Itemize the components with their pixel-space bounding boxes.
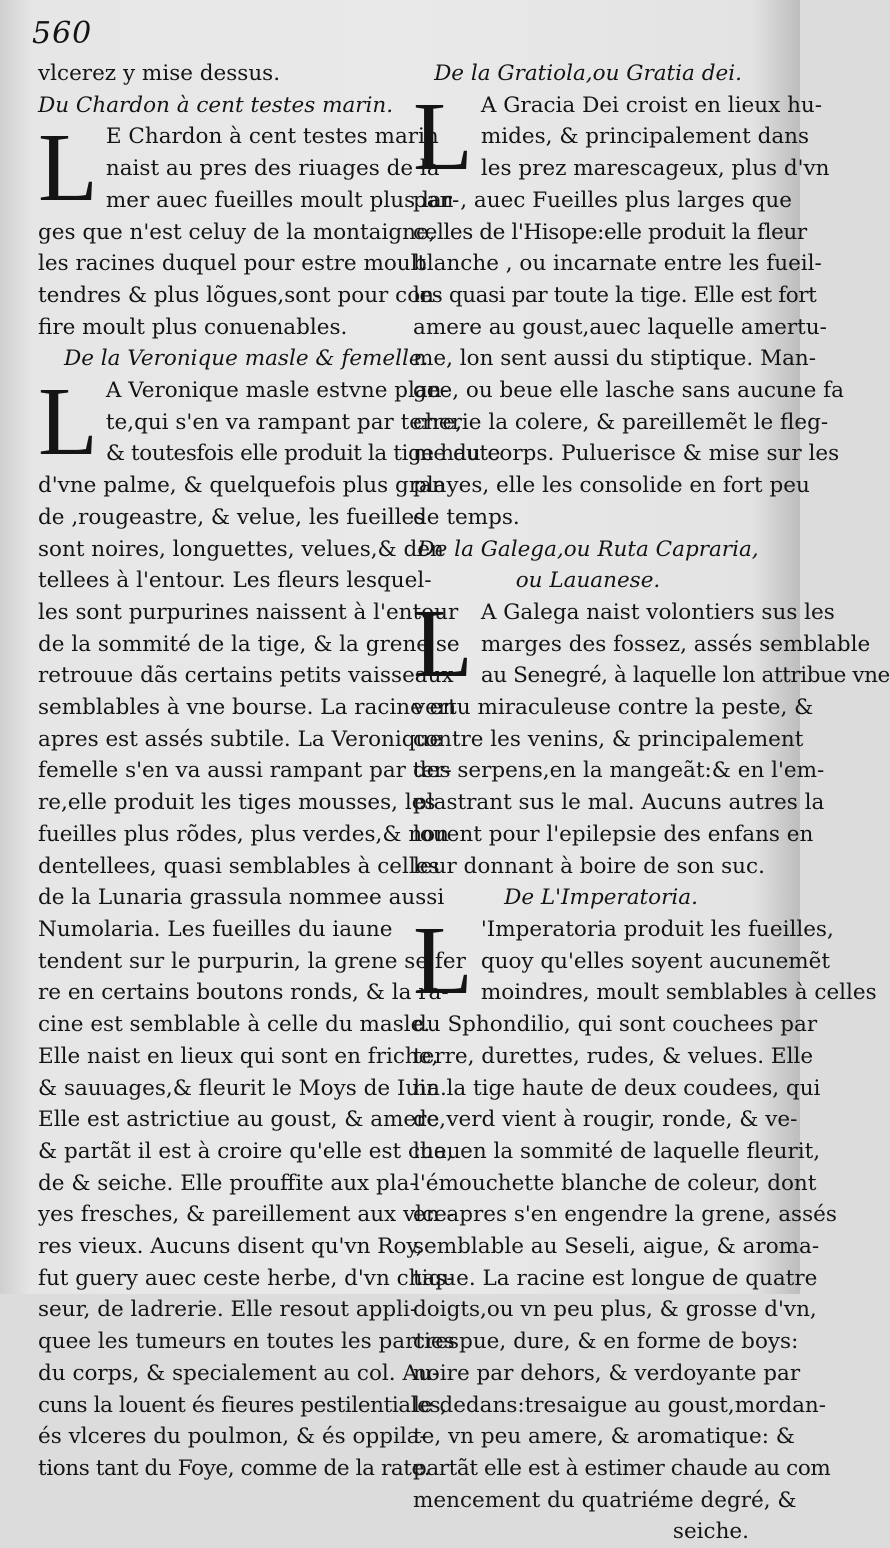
text-line: le dedans:tresaigue au goust,mordan- xyxy=(413,1392,827,1418)
text-line: de ,rougeastre, & velue, les fueilles xyxy=(38,504,426,530)
text-line: seur, de ladrerie. Elle resout appli- xyxy=(38,1297,418,1323)
text-line: me, lon sent aussi du stiptique. Man- xyxy=(413,346,817,372)
text-line: fueilles plus rõdes, plus verdes,& non xyxy=(38,821,449,847)
text-line: & toutesfois elle produit la tige haute xyxy=(105,441,500,467)
text-line: cherie la colere, & pareillemẽt le fleg- xyxy=(413,409,829,435)
text-line: moindres, moult semblables à celles xyxy=(480,980,877,1006)
text-line: tique. La racine est longue de quatre xyxy=(413,1265,818,1291)
text-line: mides, & principalement dans xyxy=(480,124,810,150)
text-line: blanche , ou incarnate entre les fueil- xyxy=(413,251,822,277)
text-line: de & seiche. Elle prouffite aux pla- xyxy=(38,1170,417,1196)
text-line: au Senegré, à laquelle lon attribue vne xyxy=(480,663,890,689)
text-line: me du corps. Pulueriscе & mise sur les xyxy=(413,441,840,467)
text-line: de temps. xyxy=(413,504,520,530)
text-line: tendres & plus lõgues,sont pour con- xyxy=(38,282,442,308)
section-heading-chardon: Du Chardon à cent testes marin. xyxy=(38,92,394,118)
text-line: contre les venins, & principalement xyxy=(413,726,804,752)
text-line: Numolaria. Les fueilles du iaune xyxy=(38,916,393,942)
drop-cap: L xyxy=(413,82,473,191)
text-line: te, vn peu amere, & aromatique: & xyxy=(413,1424,795,1450)
text-line: doigts,ou vn peu plus, & grosse d'vn, xyxy=(413,1297,817,1323)
text-line: du Sphondilio, qui sont couchees par xyxy=(413,1012,818,1038)
text-line: gee, ou beue elle lasche sans aucune fa xyxy=(413,378,844,404)
text-line: cine est semblable à celle du masle. xyxy=(38,1012,431,1038)
text-line: pan , auec Fueilles plus larges que xyxy=(413,187,792,213)
page-number: 560 xyxy=(32,16,93,51)
text-line: yes fresches, & pareillement aux vlce- xyxy=(38,1202,455,1228)
paragraph-chardon xyxy=(38,114,460,343)
text-line: plastrant sus le mal. Aucuns autres la xyxy=(413,790,825,816)
paragraph-imperatoria xyxy=(413,906,877,1548)
section-heading-galega: De la Galega,ou Ruta Capraria, xyxy=(417,536,759,562)
text-line: ha la tige haute de deux coudees, qui xyxy=(413,1075,821,1101)
text-line: & sauuages,& fleurit le Moys de Iuin. xyxy=(38,1075,447,1101)
text-line: mencement du quatriéme degré, & xyxy=(413,1487,797,1513)
text-line: noire par dehors, & verdoyante par xyxy=(413,1360,801,1386)
text-line: l'émouchette blanche de coleur, dont xyxy=(413,1170,817,1196)
text-line: tendent sur le purpurin, la grene se fer xyxy=(38,948,466,974)
text-line: de la Lunaria grassula nommee aussi xyxy=(38,885,445,911)
text-line: tions tant du Foye, comme de la rate. xyxy=(38,1455,431,1481)
text-line: E Chardon à cent testes marin xyxy=(105,124,439,150)
text-line: Elle naist en lieux qui sont en friche, xyxy=(38,1043,439,1069)
opening-line: vlcerez y mise dessus. xyxy=(38,61,281,86)
text-line: semblable au Seseli, aigue, & aroma- xyxy=(413,1234,820,1260)
paragraph-galega xyxy=(413,589,890,882)
text-line: d'vne palme, & quelquefois plus gran xyxy=(38,473,446,499)
text-line: femelle s'en va aussi rampant par ter- xyxy=(38,758,452,784)
section-heading-galega-cont: ou Lauanese. xyxy=(515,568,661,594)
text-line: fut guery auec ceste herbe, d'vn chas- xyxy=(38,1265,454,1291)
text-line: mer auec fueilles moult plus lar- xyxy=(105,187,460,213)
text-line: retrouue dãs certains petits vaisseaux xyxy=(38,663,454,689)
text-line: A Veronique masle estvne plan- xyxy=(105,378,449,404)
text-line: les sont purpurines naissent à l'entour xyxy=(38,599,459,625)
text-line: re,elle produit les tiges mousses, les xyxy=(38,790,436,816)
text-line: quee les tumeurs en toutes les parties xyxy=(38,1329,455,1355)
text-line: les quasi par toute la tige. Elle est fort xyxy=(413,282,817,308)
text-line: des serpens,en la mangeãt:& en l'em- xyxy=(413,758,825,784)
text-line: de verd vient à rougir, ronde, & ve- xyxy=(413,1107,798,1133)
text-line: du corps, & specialement au col. Au- xyxy=(38,1360,440,1386)
drop-cap: L xyxy=(413,906,473,1015)
text-line: tellees à l'entour. Les fleurs lesquel- xyxy=(38,568,432,594)
section-heading-gratiola: De la Gratiola,ou Gratia dei. xyxy=(434,61,742,86)
text-line: partãt elle est à estimer chaude au com xyxy=(413,1455,831,1481)
text-line: 'Imperatoria produit les fueilles, xyxy=(480,916,834,942)
text-line: dentellees, quasi semblables à celles xyxy=(38,853,440,879)
drop-cap: L xyxy=(38,114,98,223)
text-line: & partãt il est à croire qu'elle est chau xyxy=(38,1138,461,1164)
text-line: fire moult plus conuenables. xyxy=(38,314,348,340)
text-line: en apres s'en engendre la grene, assés xyxy=(413,1202,837,1228)
drop-cap: L xyxy=(38,368,98,477)
text-line: marges des fossez, assés semblable xyxy=(480,631,871,657)
text-line: és vlceres du poulmon, & és oppila- xyxy=(38,1424,427,1450)
text-line: lue, en la sommité de laquelle fleurit, xyxy=(413,1138,821,1164)
text-line: semblables à vne bourse. La racine en xyxy=(38,695,457,721)
text-line: celles de l'Hisope:elle produit la fleur xyxy=(413,219,807,245)
right-column xyxy=(413,58,890,1548)
section-heading-veronique: De la Veronique masle & femelle. xyxy=(64,346,429,372)
text-line: re en certains boutons ronds, & la ra- xyxy=(38,980,449,1006)
section-heading-imperatoria: De L'Imperatoria. xyxy=(504,885,698,911)
text-line: naist au pres des riuages de la xyxy=(105,156,440,182)
text-line: ges que n'est celuy de la montaigne, xyxy=(38,219,436,245)
text-line: A Gracia Dei croist en lieux hu- xyxy=(480,92,823,118)
text-line: Elle est astrictiue au goust, & amere, xyxy=(38,1107,446,1133)
text-line: de la sommité de la tige, & la grene se xyxy=(38,631,460,657)
text-line: playes, elle les consolide en fort peu xyxy=(413,473,810,499)
text-line: te,qui s'en va rampant par terre, xyxy=(105,409,463,435)
text-line: terre, durettes, rudes, & velues. Elle xyxy=(413,1043,814,1069)
text-line: seiche. xyxy=(672,1519,749,1545)
text-line: quoy qu'elles soyent aucunemẽt xyxy=(480,948,831,974)
text-line: amere au goust,auec laquelle amertu- xyxy=(413,314,827,340)
text-line: les prez marescageux, plus d'vn xyxy=(480,156,830,182)
text-line: apres est assés subtile. La Veronique xyxy=(38,726,443,752)
text-line: sont noires, longuettes, velues,& den xyxy=(38,536,444,562)
text-line: vertu miraculeuse contre la peste, & xyxy=(413,695,814,721)
paragraph-gratiola xyxy=(413,82,844,534)
text-line: crespue, dure, & en forme de boys: xyxy=(413,1329,799,1355)
text-line: les racines duquel pour estre moult xyxy=(38,251,427,277)
text-line: louent pour l'epilepsie des enfans en xyxy=(413,821,814,847)
text-line: leur donnant à boire de son suc. xyxy=(413,853,765,879)
text-line: res vieux. Aucuns disent qu'vn Roy, xyxy=(38,1234,423,1260)
text-line: A Galega naist volontiers sus les xyxy=(480,599,835,625)
text-line: cuns la louent és fieures pestilentiales, xyxy=(38,1392,447,1418)
drop-cap: L xyxy=(413,589,473,698)
